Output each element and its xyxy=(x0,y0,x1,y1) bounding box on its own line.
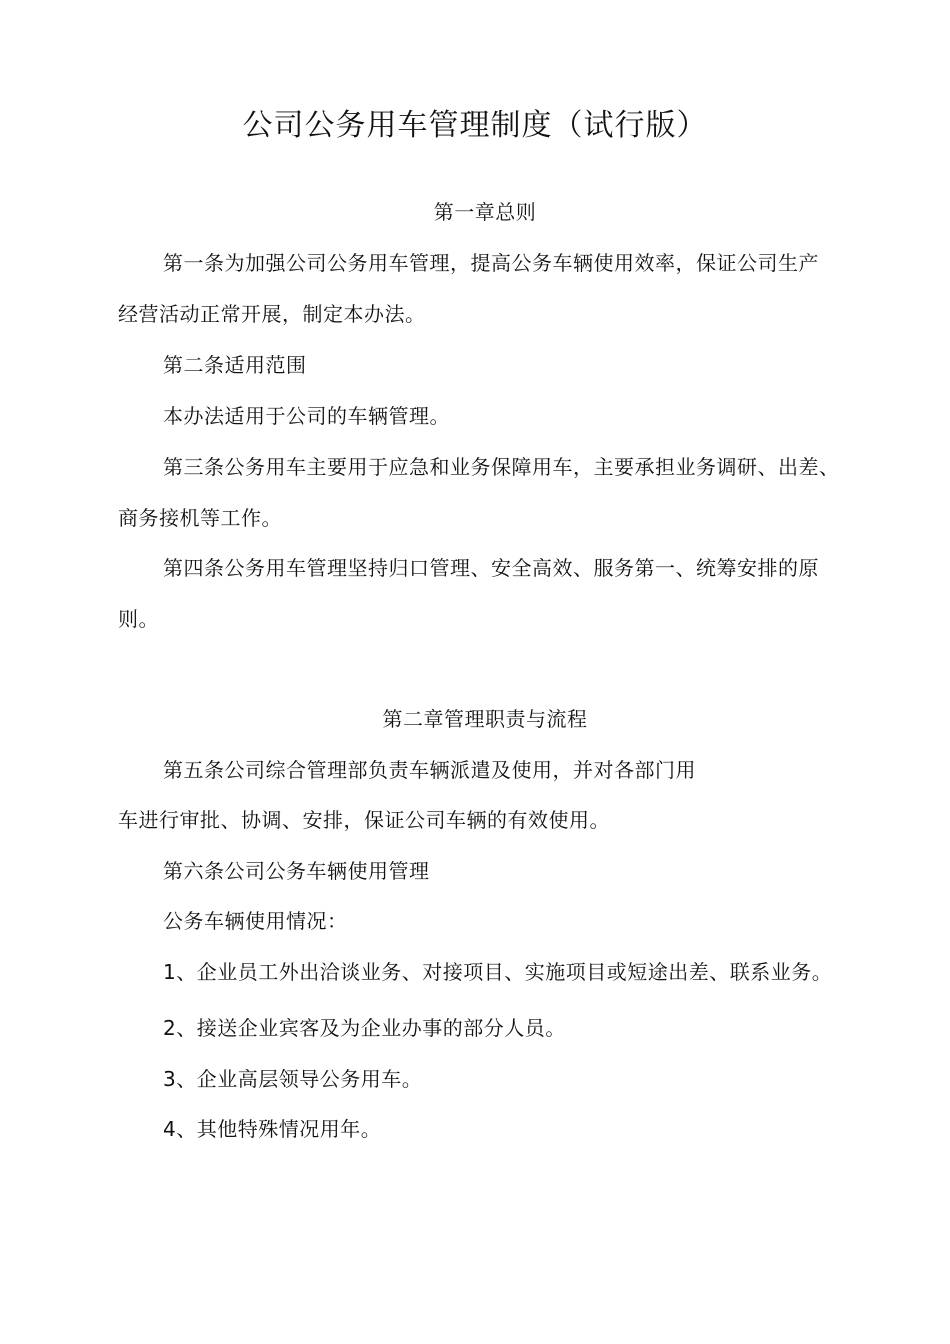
article3-line2: 商务接机等工作。 xyxy=(118,506,282,530)
article6-heading: 第六条公司公务车辆使用管理 xyxy=(163,859,430,883)
usage-intro: 公务车辆使用情况： xyxy=(163,909,348,933)
chapter1-heading: 第一章总则 xyxy=(433,200,537,224)
article4-line1: 第四条公务用车管理坚持归口管理、安全高效、服务第一、统筹安排的原 xyxy=(163,556,819,580)
article2-heading: 第二条适用范围 xyxy=(163,353,307,377)
usage-item-2: 2、接送企业宾客及为企业办事的部分人员。 xyxy=(163,1016,566,1040)
document-title: 公司公务用车管理制度（试行版） xyxy=(242,108,708,143)
usage-item-1: 1、企业员工外出洽谈业务、对接项目、实施项目或短途出差、联系业务。 xyxy=(163,960,833,984)
article3-line1: 第三条公务用车主要用于应急和业务保障用车，主要承担业务调研、出差、 xyxy=(163,455,840,479)
article5-line2: 车进行审批、协调、安排，保证公司车辆的有效使用。 xyxy=(118,808,610,832)
usage-item-3: 3、企业高层领导公务用车。 xyxy=(163,1067,423,1091)
article4-line2: 则。 xyxy=(118,607,159,631)
article2-body: 本办法适用于公司的车辆管理。 xyxy=(163,404,450,428)
article1-line2: 经营活动正常开展，制定本办法。 xyxy=(118,302,426,326)
article1-line1: 第一条为加强公司公务用车管理，提高公务车辆使用效率，保证公司生产 xyxy=(163,251,819,275)
usage-item-4: 4、其他特殊情况用年。 xyxy=(163,1117,382,1141)
chapter2-heading: 第二章管理职责与流程 xyxy=(382,707,588,731)
article5-line1: 第五条公司综合管理部负责车辆派遣及使用，并对各部门用 xyxy=(163,758,696,782)
